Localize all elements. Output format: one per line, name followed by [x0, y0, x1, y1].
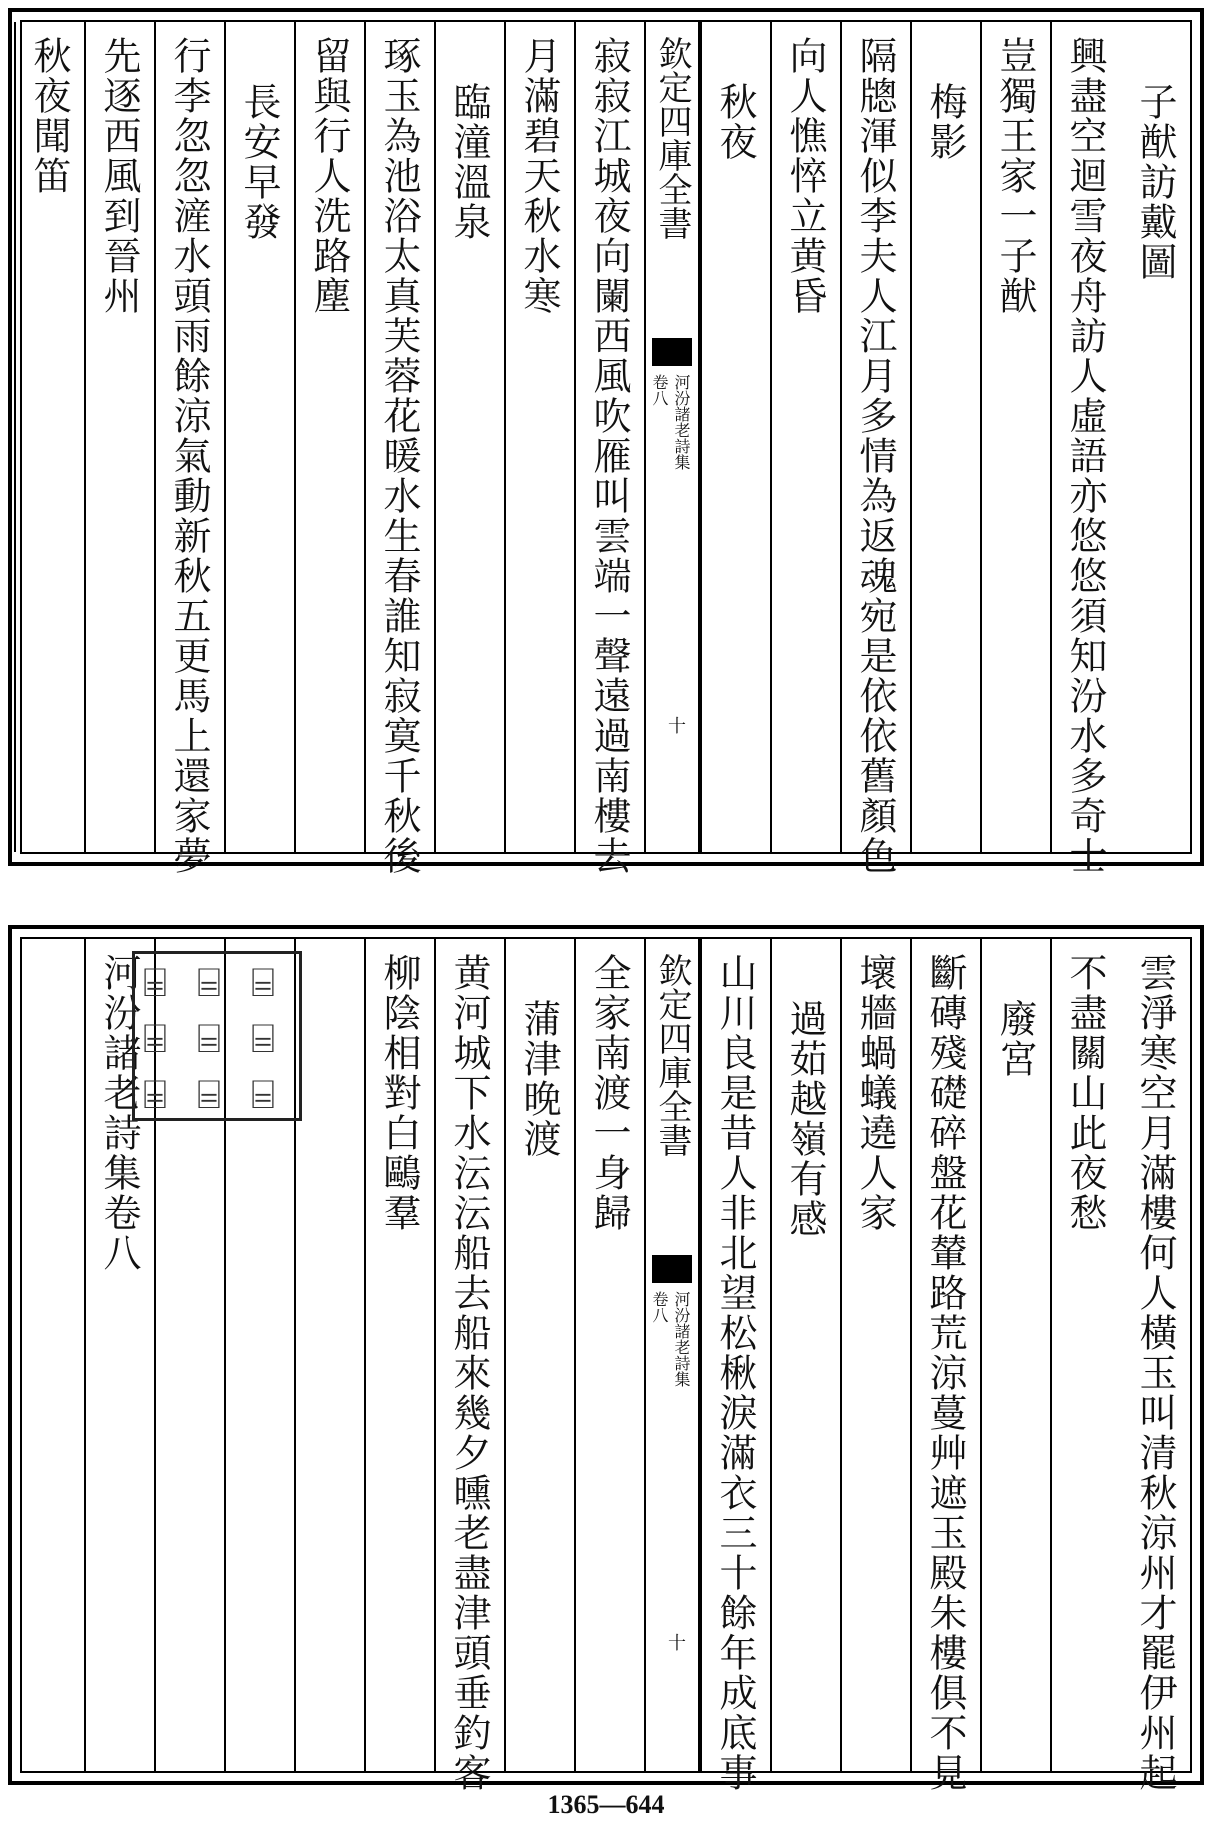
fishtail-mark — [652, 338, 692, 366]
text-column — [364, 939, 434, 1771]
poem-title: 梅影 — [923, 82, 967, 162]
spine-leaf-number: 十 — [668, 1633, 686, 1654]
poem-line: 寂寂江城夜向闌西風吹雁叫雲端一聲遠過南樓去 — [587, 36, 631, 876]
poem-title: 過茹越嶺有感 — [783, 999, 827, 1239]
text-column — [770, 939, 840, 1771]
text-column — [14, 22, 84, 852]
text-column — [910, 939, 980, 1793]
poem-line: 雲淨寒空月滿樓何人橫玉叫清秋涼州才罷伊州起 — [1133, 953, 1177, 1793]
text-column — [1120, 22, 1190, 852]
spine-title: 欽定四庫全書 — [652, 36, 692, 240]
poem-line: 斷磚殘礎碎盤花輦路荒涼蔓艸遮玉殿朱樓俱不見 — [923, 953, 967, 1793]
poem-line: 豈獨王家一子猷 — [993, 36, 1037, 316]
poem-line: 黄河城下水沄沄船去船來幾夕曛老盡津頭垂釣客 — [447, 953, 491, 1793]
poem-line: 留與行人洗路塵 — [307, 36, 351, 316]
poem-title: 臨潼溫泉 — [447, 82, 491, 242]
text-column — [84, 22, 154, 852]
poem-line: 行李忽忽滻水頭雨餘涼氣動新秋五更馬上還家夢 — [167, 36, 211, 876]
text-column — [840, 22, 910, 876]
poem-line: 柳陰相對白鷗羣 — [377, 953, 421, 1233]
text-column — [574, 939, 644, 1771]
poem-title: 長安早發 — [237, 82, 281, 242]
poem-line: 隔牕渾似李夫人江月多情為返魂宛是依依舊顏色 — [853, 36, 897, 876]
text-column — [294, 939, 364, 1771]
page-number: 1365—644 — [547, 1790, 665, 1819]
poem-title: 蒲津晚渡 — [517, 999, 561, 1159]
collector-seal: ⌸ ⌸ ⌸ ⌸ ⌸ ⌸ ⌸ ⌸ ⌸ — [132, 951, 302, 1121]
poem-line: 秋夜聞笛 — [27, 36, 71, 196]
poem-line: 不盡關山此夜愁 — [1063, 953, 1107, 1233]
poem-line: 先逐西風到晉州 — [97, 36, 141, 316]
text-column — [504, 22, 574, 852]
text-column — [224, 22, 294, 852]
poem-line: 山川良是昔人非北望松楸淚滿衣三十餘年成底事 — [713, 953, 757, 1793]
text-column — [770, 22, 840, 852]
poem-title: 廢宮 — [993, 999, 1037, 1079]
text-column — [1050, 939, 1120, 1771]
poem-line: 壞牆蝸蟻遶人家 — [853, 953, 897, 1233]
poem-line: 向人憔悴立黄昏 — [783, 36, 827, 316]
text-column — [504, 939, 574, 1771]
poem-line: 興盡空迴雪夜舟訪人虛語亦悠悠須知汾水多奇士 — [1063, 36, 1107, 876]
poem-line: 琢玉為池浴太真芙蓉花暖水生春誰知寂寞千秋後 — [377, 36, 421, 876]
text-column — [434, 939, 504, 1793]
bottom-page-frame — [20, 937, 1192, 1793]
poem-title: 秋夜 — [713, 82, 757, 162]
poem-line: 河汾諸老詩集卷八 — [97, 953, 141, 1273]
spine-leaf-number: 十 — [668, 716, 686, 737]
text-column — [294, 22, 364, 852]
text-column — [434, 22, 504, 852]
text-column — [980, 22, 1050, 852]
text-column — [700, 22, 770, 852]
text-column — [1120, 939, 1190, 1793]
text-column — [574, 22, 644, 876]
spine-collection-title: 河汾諸老詩集 — [672, 374, 691, 470]
spine-collection-title: 河汾諸老詩集 — [672, 1291, 691, 1387]
text-column — [1050, 22, 1120, 876]
text-column — [980, 939, 1050, 1771]
text-column — [154, 22, 224, 876]
text-column — [840, 939, 910, 1771]
text-column — [364, 22, 434, 876]
fishtail-mark — [652, 1255, 692, 1283]
center-fold-spine — [644, 939, 700, 1771]
poem-line: 月滿碧天秋水寒 — [517, 36, 561, 316]
poem-title: 子猷訪戴圖 — [1133, 82, 1177, 282]
spine-volume: 卷八 — [650, 374, 669, 406]
top-page-frame — [20, 20, 1192, 876]
text-column — [910, 22, 980, 852]
text-column — [700, 939, 770, 1793]
spine-volume: 卷八 — [650, 1291, 669, 1323]
top-page — [8, 8, 1204, 876]
center-fold-spine — [644, 22, 700, 852]
bottom-page — [8, 925, 1204, 1793]
spine-title: 欽定四庫全書 — [652, 953, 692, 1157]
poem-line: 全家南渡一身歸 — [587, 953, 631, 1233]
